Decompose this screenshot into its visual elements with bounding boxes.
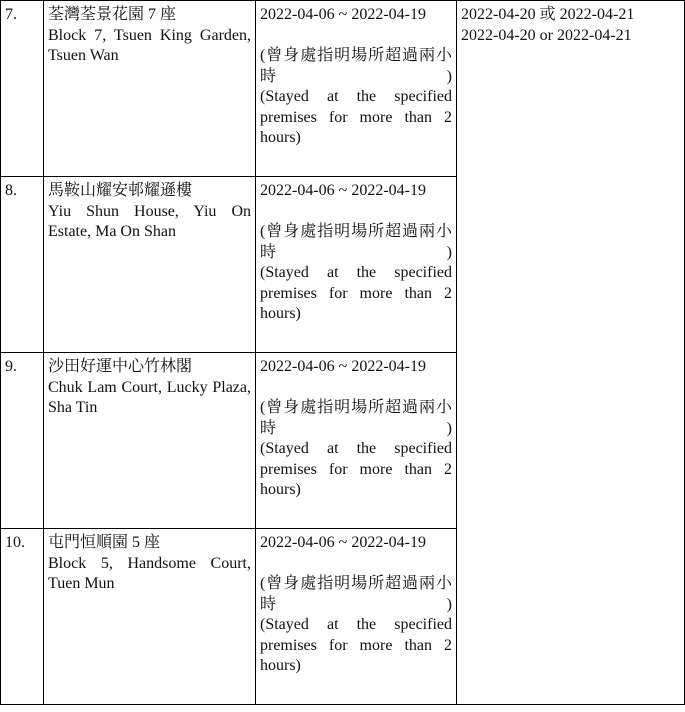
stay-note-en: (Stayed at the specified premises for more than 2 hours) xyxy=(260,264,452,322)
premises-name-en: Block 5, Handsome Court, Tuen Mun xyxy=(48,554,251,592)
premises-name-en: Yiu Shun House, Yiu On Estate, Ma On Shan xyxy=(48,202,251,240)
stay-note-zh: (曾身處指明場所超過兩小時) xyxy=(260,47,452,85)
premises-name-zh: 屯門恒順園 5 座 xyxy=(48,534,161,551)
date-range: 2022-04-06 ~ 2022-04-19 xyxy=(260,182,426,199)
premises-name-zh: 馬鞍山耀安邨耀遜樓 xyxy=(48,182,193,199)
premises-name-zh: 荃灣荃景花園 7 座 xyxy=(48,6,177,23)
table-row xyxy=(1,1,685,177)
date-cell xyxy=(256,529,457,705)
row-number: 7. xyxy=(1,1,44,177)
date-cell xyxy=(256,353,457,529)
testing-dates-cell xyxy=(457,1,685,705)
stay-note-en: (Stayed at the specified premises for more than 2 hours) xyxy=(260,440,452,498)
stay-note-en: (Stayed at the specified premises for more than 2 hours) xyxy=(260,88,452,146)
premises-cell xyxy=(44,353,256,529)
date-range: 2022-04-06 ~ 2022-04-19 xyxy=(260,534,426,551)
testing-dates-zh: 2022-04-20 或 2022-04-21 xyxy=(461,6,635,23)
spacer xyxy=(260,26,452,47)
premises-cell xyxy=(44,1,256,177)
date-cell xyxy=(256,1,457,177)
date-cell xyxy=(256,177,457,353)
row-number: 9. xyxy=(1,353,44,529)
testing-dates-en: 2022-04-20 or 2022-04-21 xyxy=(461,26,632,44)
row-number: 8. xyxy=(1,177,44,353)
spacer xyxy=(260,378,452,399)
stay-note-zh: (曾身處指明場所超過兩小時) xyxy=(260,223,452,261)
premises-name-en: Block 7, Tsuen King Garden, Tsuen Wan xyxy=(48,26,251,64)
stay-note-en: (Stayed at the specified premises for more than 2 hours) xyxy=(260,616,452,674)
spacer xyxy=(260,202,452,223)
premises-name-en: Chuk Lam Court, Lucky Plaza, Sha Tin xyxy=(48,378,251,416)
premises-cell xyxy=(44,529,256,705)
stay-note-zh: (曾身處指明場所超過兩小時) xyxy=(260,399,452,437)
date-range: 2022-04-06 ~ 2022-04-19 xyxy=(260,6,426,23)
spacer xyxy=(260,554,452,575)
premises-name-zh: 沙田好運中心竹林閣 xyxy=(48,358,193,375)
stay-note-zh: (曾身處指明場所超過兩小時) xyxy=(260,575,452,613)
date-range: 2022-04-06 ~ 2022-04-19 xyxy=(260,358,426,375)
row-number: 10. xyxy=(1,529,44,705)
premises-cell xyxy=(44,177,256,353)
